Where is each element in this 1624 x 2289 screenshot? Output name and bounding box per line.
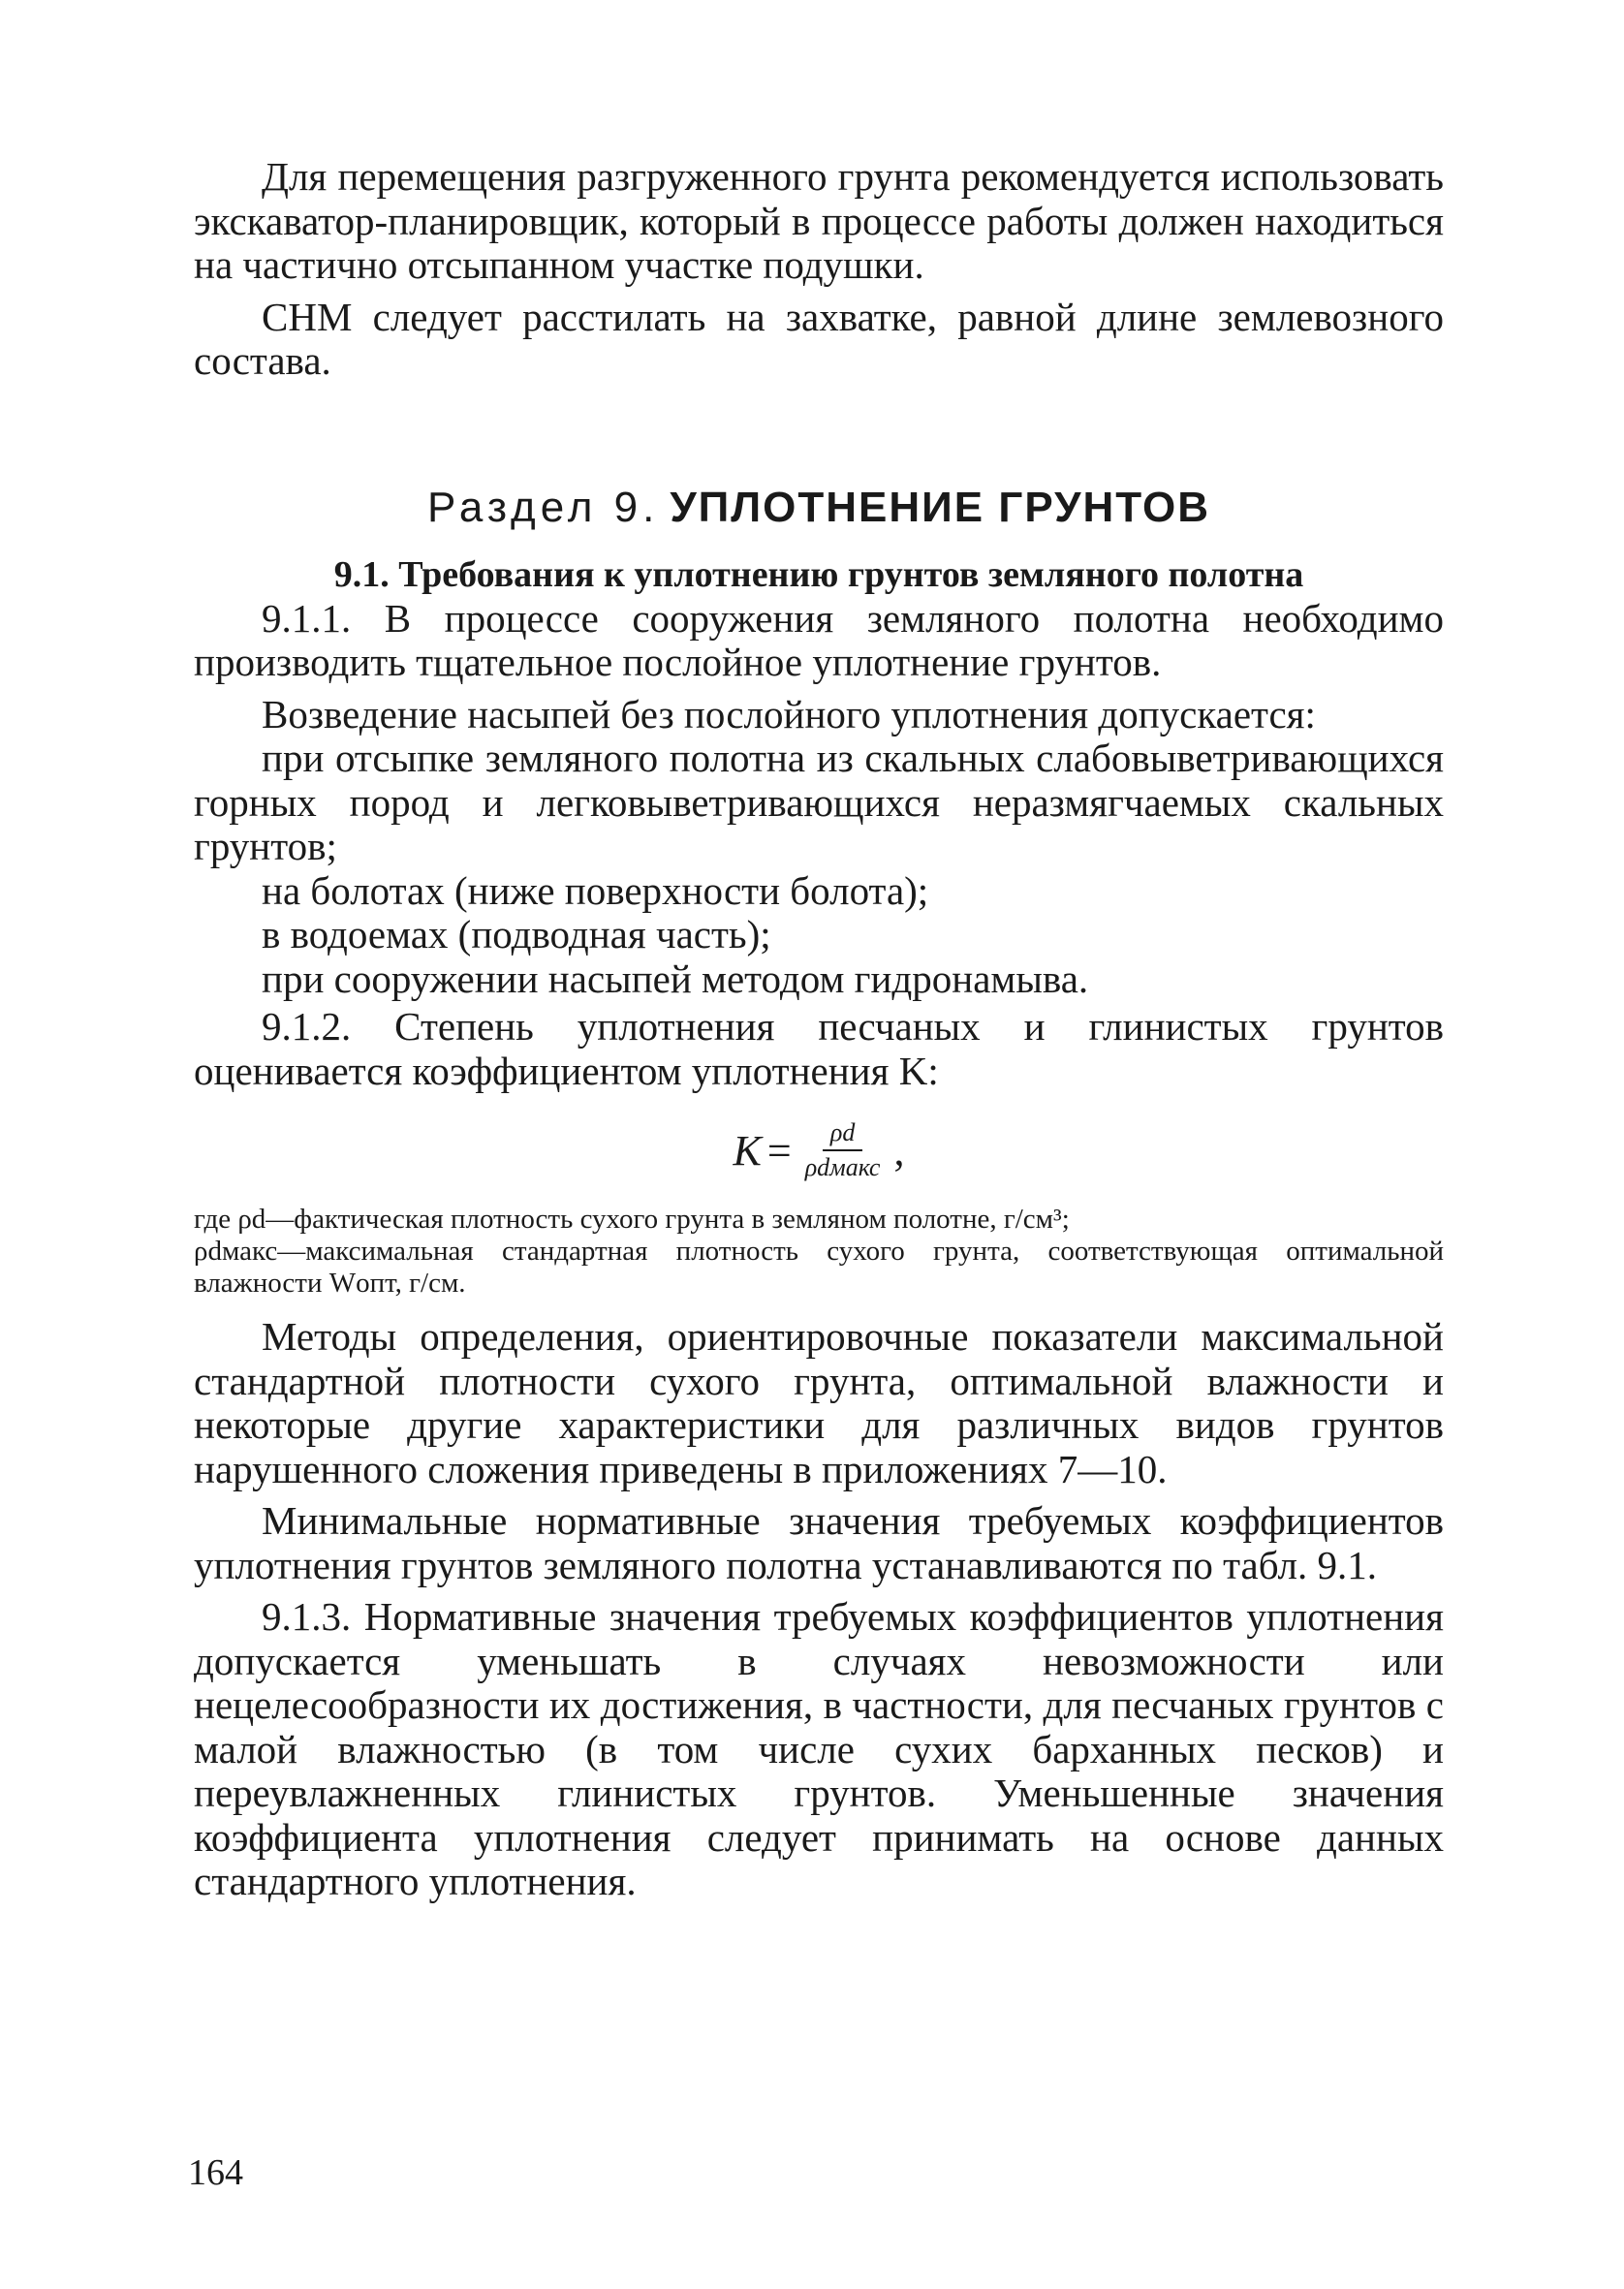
clause-9-1-1-intro: Возведение насыпей без послойного уплотнения допускается: (262, 691, 1316, 737)
clause-9-1-2: 9.1.2. Степень уплотнения песчаных и глинистых грунтов оценивается коэффициентом уплотнения K: (194, 1004, 1444, 1093)
paragraph-minimum-values: Минимальные нормативные значения требуемых коэффициентов уплотнения грунтов земляного полотна устанавливаются по табл. 9.1. (194, 1498, 1444, 1587)
clause-9-1-1: 9.1.1. В процессе сооружения земляного полотна необходимо производить тщательное послойное уплотнение грунтов. (194, 595, 1444, 684)
compaction-formula (194, 1118, 1444, 1182)
formula-denominator: ρdмакс (804, 1153, 881, 1181)
list-item: в водоемах (подводная часть); (262, 912, 771, 956)
formula-note (194, 1204, 1444, 1300)
section-title: УПЛОТНЕНИЕ ГРУНТОВ (670, 483, 1211, 531)
list-item: при сооружении насыпей методом гидронамыва. (262, 956, 1089, 1001)
section-prefix: Раздел 9. (426, 483, 660, 531)
formula-fraction (797, 1118, 889, 1182)
section-heading (194, 481, 1444, 535)
paragraph-snm: СНМ следует расстилать на захватке, равной длине землевозного состава. (194, 294, 1444, 383)
formula-note-line2: ρdмакс—максимальная стандартная плотность сухого грунта, соответствующая оптимальной влажности Wопт, г/см. (194, 1236, 1444, 1299)
clause-9-1-3: 9.1.3. Нормативные значения требуемых коэффициентов уплотнения допускается уменьшать в случаях невозможности или нецелесообразности их достижения, в частности, для песчаных грунтов с малой влажностью (в том числе сухих барханных песков) и переувлажненных глинистых грунтов. Уменьшенные значения коэффициента уплотнения следует принимать на основе данных стандартного уплотнения. (194, 1594, 1444, 1903)
formula-numerator: ρd (823, 1118, 862, 1151)
document-page (194, 155, 1444, 1912)
list-item: при отсыпке земляного полотна из скальных слабовыветривающихся горных пород и легковыветривающихся неразмягчаемых скальных грунтов; (194, 736, 1444, 868)
paragraph-excavator: Для перемещения разгруженного грунта рекомендуется использовать экскаватор-планировщик, который в процессе работы должен находиться на частично отсыпанном участке подушки. (194, 154, 1444, 287)
list-item: на болотах (ниже поверхности болота); (262, 867, 929, 913)
formula-comma: , (893, 1126, 905, 1175)
page-number: 164 (188, 2152, 243, 2193)
formula-lhs: K (733, 1126, 762, 1175)
paragraph-methods: Методы определения, ориентировочные показатели максимальной стандартной плотности сухого грунта, оптимальной влажности и некоторые другие характеристики для различных видов грунтов нарушенного сложения приведены в приложениях 7—10. (194, 1314, 1444, 1491)
formula-equals: = (766, 1126, 792, 1175)
formula-note-line1: где ρd—фактическая плотность сухого грунта в земляном полотне, г/см³; (194, 1204, 1070, 1235)
subsection-heading: 9.1. Требования к уплотнению грунтов земляного полотна (333, 553, 1304, 595)
